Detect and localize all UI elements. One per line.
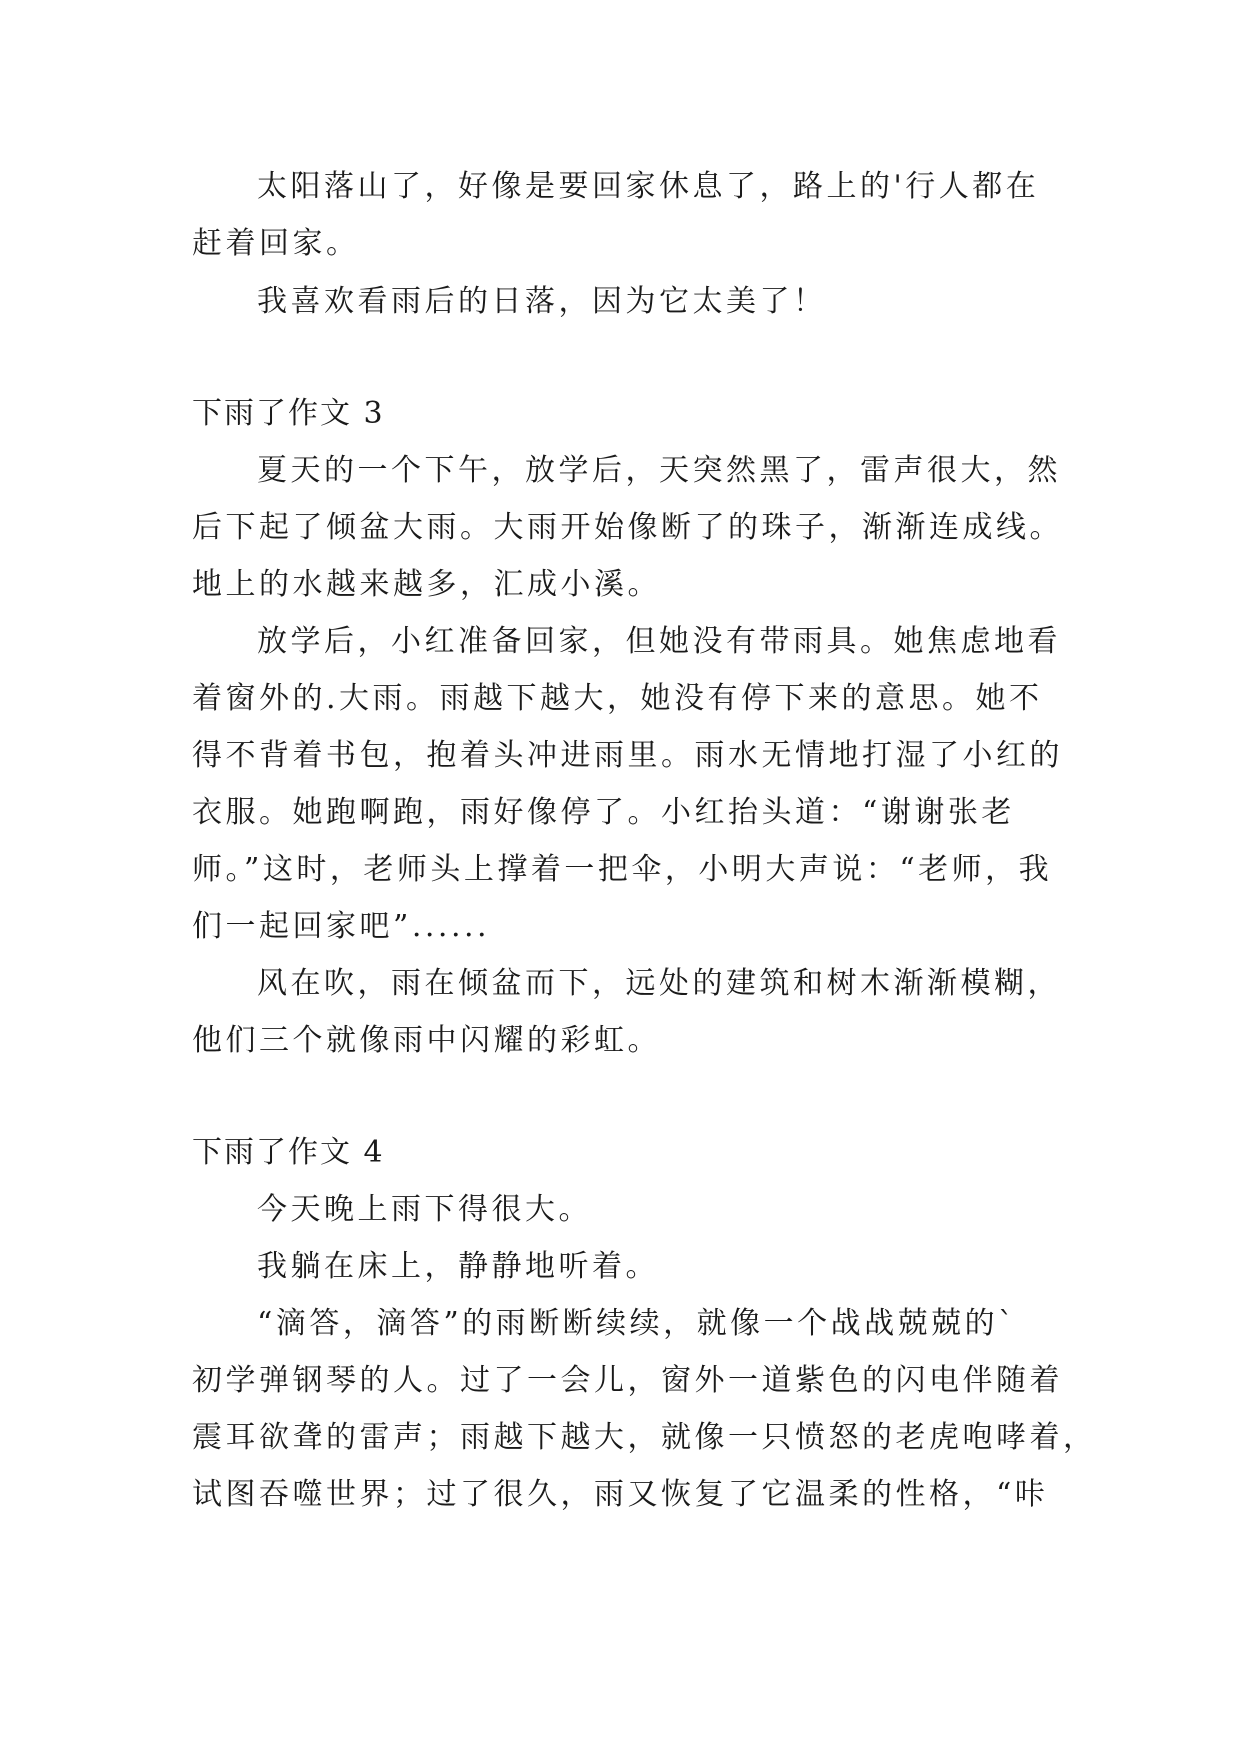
paragraph-line: 们一起回家吧”...... [192, 909, 491, 944]
paragraph-line: 师。”这时，老师头上撑着一把伞，小明大声说：“老师，我 [192, 852, 1053, 887]
paragraph-line: 他们三个就像雨中闪耀的彩虹。 [192, 1023, 661, 1058]
paragraph-line: 太阳落山了，好像是要回家休息了，路上的'行人都在 [257, 169, 1040, 204]
paragraph-line: 试图吞噬世界；过了很久，雨又恢复了它温柔的性格，“咔 [192, 1477, 1049, 1512]
paragraph-line: “滴答，滴答”的雨断断续续，就像一个战战兢兢的` [257, 1306, 1017, 1341]
paragraph-line: 后下起了倾盆大雨。大雨开始像断了的珠子，渐渐连成线。 [192, 510, 1063, 545]
paragraph-line: 赶着回家。 [192, 226, 360, 261]
paragraph-line: 初学弹钢琴的人。过了一会儿，窗外一道紫色的闪电伴随着 [192, 1363, 1063, 1398]
paragraph-line: 我躺在床上，静静地听着。 [257, 1249, 659, 1284]
paragraph-line: 震耳欲聋的雷声；雨越下越大，就像一只愤怒的老虎咆哮着， [192, 1420, 1097, 1455]
paragraph-line: 我喜欢看雨后的日落，因为它太美了！ [257, 284, 827, 319]
essay-heading: 下雨了作文 3 [192, 396, 385, 431]
paragraph-line: 着窗外的.大雨。雨越下越大，她没有停下来的意思。她不 [192, 681, 1043, 716]
paragraph-line: 得不背着书包，抱着头冲进雨里。雨水无情地打湿了小红的 [192, 738, 1063, 773]
paragraph-line: 风在吹，雨在倾盆而下，远处的建筑和树木渐渐模糊， [257, 966, 1061, 1001]
essay-heading: 下雨了作文 4 [192, 1135, 385, 1170]
paragraph-line: 放学后，小红准备回家，但她没有带雨具。她焦虑地看 [257, 624, 1061, 659]
paragraph-line: 衣服。她跑啊跑，雨好像停了。小红抬头道：“谢谢张老 [192, 795, 1015, 830]
paragraph-line: 地上的水越来越多，汇成小溪。 [192, 567, 661, 602]
paragraph-line: 今天晚上雨下得很大。 [257, 1192, 592, 1227]
paragraph-line: 夏天的一个下午，放学后，天突然黑了，雷声很大，然 [257, 453, 1061, 488]
